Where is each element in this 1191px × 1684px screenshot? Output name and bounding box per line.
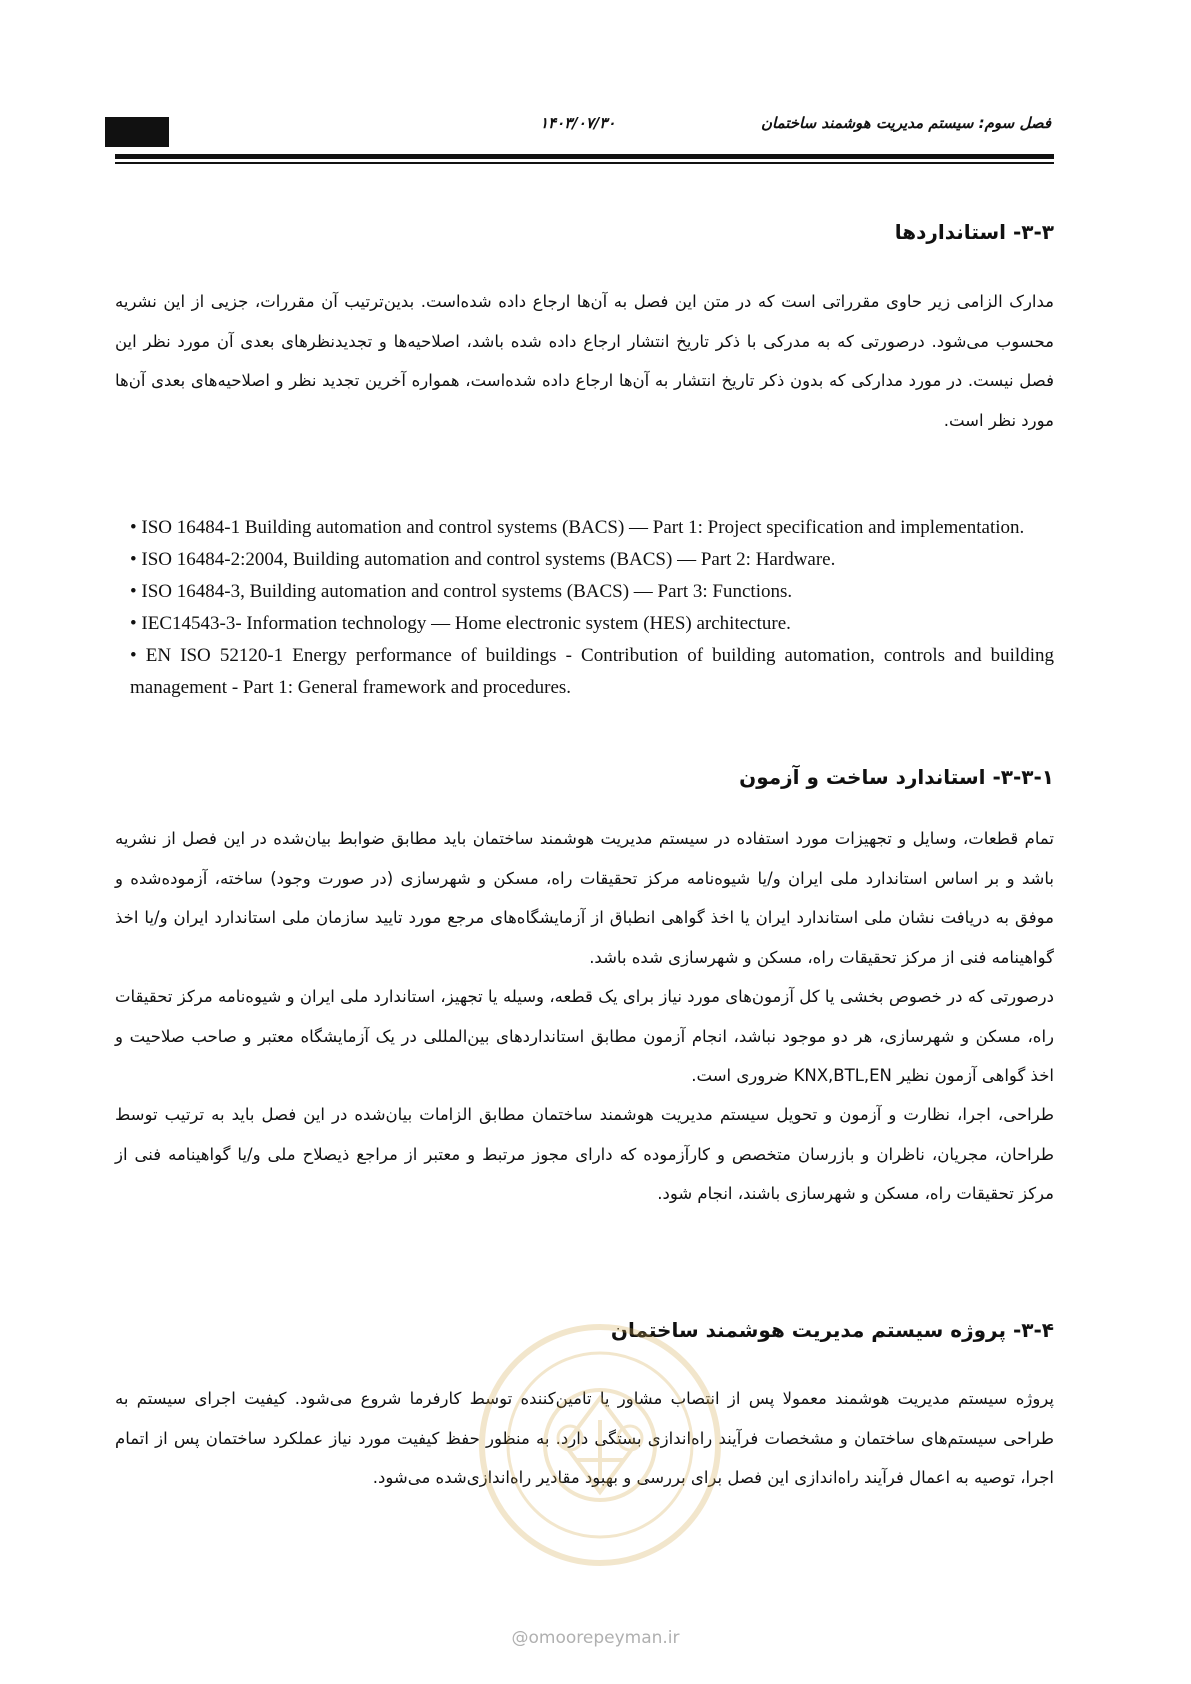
watermark-text: @omoorepeyman.ir [511,1628,680,1648]
reference-item: • ISO 16484-3, Building automation and control systems (BACS) — Part 3: Functions. [130,581,793,602]
section-3-3-1-paragraph-2: درصورتی که در خصوص بخشی یا کل آزمون‌های مورد نیاز برای یک قطعه، وسیله یا تجهیز، استاندارد ملی ایران و شیوه‌نامه مرکز تحقیقات راه، مسکن و شهرسازی، هر دو موجود نباشد، انجام آزمون مطابق استانداردهای بین‌المللی در یک آزمایشگاه معتبر و صاحب صلاحیت و اخذ گواهی آزمون نظیر KNX,BTL,EN ضروری است. [115,987,1054,1085]
section-3-3-paragraph: مدارک الزامی زیر حاوی مقرراتی است که در متن این فصل به آن‌ها ارجاع داده شده‌است. بدین‌ترتیب آن مقررات، جزیی از این نشریه محسوب می‌شود. درصورتی که به مدرکی با ذکر تاریخ انتشار ارجاع داده شده باشد، اصلاحیه‌ها و تجدیدنظرهای بعدی آن مورد نظر این فصل نیست. در مورد مدارکی که بدون ذکر تاریخ انتشار به آن‌ها ارجاع داده شده‌است، همواره آخرین تجدید نظر و اصلاحیه‌های بعدی آن‌ها مورد نظر است. [115,292,1054,430]
section-3-3-1-paragraph-1: تمام قطعات، وسایل و تجهیزات مورد استفاده در سیستم مدیریت هوشمند ساختمان باید مطابق ضوابط بیان‌شده در این فصل از نشریه باشد و بر اساس استاندارد ملی ایران و/یا شیوه‌نامه مرکز تحقیقات راه، مسکن و شهرسازی (در صورت وجود) ساخته، آزموده‌شده و موفق به دریافت نشان ملی استاندارد ایران یا اخذ گواهی انطباق از آزمایشگاه‌های مرجع مورد تایید سازمان ملی استاندارد ایران و/یا اخذ گواهینامه فنی از مرکز تحقیقات راه، مسکن و شهرسازی شده باشد. [115,829,1054,967]
running-header-chapter: فصل سوم: سیستم مدیریت هوشمند ساختمان [761,114,1051,132]
section-3-3-title: ۳-۳- استانداردها [894,220,1054,244]
reference-item: • ISO 16484-1 Building automation and control systems (BACS) — Part 1: Project specification and implementation. [130,517,1025,538]
section-3-4-title: ۳-۴- پروژه سیستم مدیریت هوشمند ساختمان [610,1318,1054,1342]
page-number-box [105,117,169,147]
section-3-3-1-title: ۳-۳-۱- استاندارد ساخت و آزمون [739,765,1054,789]
reference-item: • IEC14543-3- Information technology — Home electronic system (HES) architecture. [130,613,791,634]
running-header-date: ۱۴۰۳/۰۷/۳۰ [540,114,616,132]
reference-list [130,512,1054,704]
section-3-4-paragraph: پروژه سیستم مدیریت هوشمند معمولا پس از انتصاب مشاور یا تامین‌کننده توسط کارفرما شروع می‌شود. کیفیت اجرای سیستم به طراحی سیستم‌های ساختمان و مشخصات فرآیند راه‌اندازی بستگی دارد. به منظور حفظ کیفیت مورد نیاز عملکرد ساختمان پس از اتمام اجرا، توصیه به اعمال فرآیند راه‌اندازی این فصل برای بررسی و بهبود مقادیر راه‌اندازی‌شده می‌شود. [115,1389,1054,1487]
section-3-3-1-paragraph-3: طراحی، اجرا، نظارت و آزمون و تحویل سیستم مدیریت هوشمند ساختمان مطابق الزامات بیان‌شده در این فصل باید به ترتیب توسط طراحان، مجریان، ناظران و بازرسان متخصص و کارآزموده که دارای مجوز مرتبط و معتبر از مراجع ذیصلاح ملی و/یا گواهینامه فنی از مرکز تحقیقات راه، مسکن و شهرسازی باشند، انجام شود. [115,1105,1054,1203]
reference-item: • ISO 16484-2:2004, Building automation and control systems (BACS) — Part 2: Hardware. [130,549,836,570]
reference-item: • EN ISO 52120-1 Energy performance of buildings - Contribution of building automation, controls and building management - Part 1: General framework and procedures. [130,645,1054,698]
header-rule-thin [115,162,1054,164]
header-rule-thick [115,154,1054,159]
watermark-logo [475,1320,725,1570]
